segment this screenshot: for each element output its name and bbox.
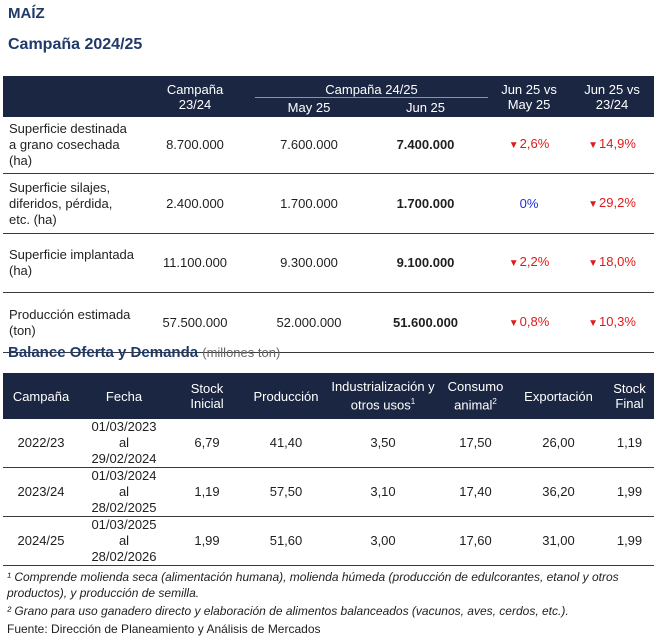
balance-title: Balance Oferta y Demanda (millones ton) bbox=[8, 344, 281, 361]
value-jun: 1.700.000 bbox=[363, 174, 488, 234]
table-row bbox=[3, 174, 654, 234]
header-jun-25: Jun 25 bbox=[363, 98, 488, 118]
arrow-down-icon: ▼ bbox=[508, 317, 519, 329]
footnote-1: ¹ Comprende molienda seca (alimentación humana), molienda húmeda (producción de edulcorantes, etanol y otros productos), y producción de semilla. bbox=[7, 570, 619, 600]
variation-may: ▼2,6% bbox=[488, 117, 570, 174]
produccion-cell: 57,50 bbox=[245, 468, 327, 517]
row-label: Superficie silajes, diferidos, pérdida, etc. (ha) bbox=[3, 174, 135, 234]
consumo-cell: 17,40 bbox=[439, 468, 512, 517]
balance-unit: (millones ton) bbox=[202, 345, 281, 360]
header-var-may: Jun 25 vs May 25 bbox=[488, 76, 570, 117]
value-prev: 2.400.000 bbox=[135, 174, 255, 234]
table-row bbox=[3, 468, 654, 517]
row-label: Producción estimada (ton) bbox=[3, 293, 135, 353]
exportacion-cell: 31,00 bbox=[512, 517, 605, 566]
value-may: 9.300.000 bbox=[255, 234, 363, 293]
balance-table bbox=[3, 373, 654, 566]
value-prev: 11.100.000 bbox=[135, 234, 255, 293]
exportacion-cell: 26,00 bbox=[512, 419, 605, 468]
table-row bbox=[3, 419, 654, 468]
source-note: Fuente: Dirección de Planeamiento y Análisis de Mercados bbox=[7, 622, 321, 636]
arrow-down-icon: ▼ bbox=[508, 258, 519, 269]
footnote-2: ² Grano para uso ganadero directo y elaboración de alimentos balanceados (vacunos, aves, cerdos, etc.). bbox=[7, 604, 569, 618]
page-title: MAÍZ bbox=[8, 5, 45, 22]
table-row bbox=[3, 517, 654, 566]
consumo-cell: 17,50 bbox=[439, 419, 512, 468]
variation-prev: ▼14,9% bbox=[570, 117, 654, 174]
value-may: 1.700.000 bbox=[255, 174, 363, 234]
variation-prev: ▼29,2% bbox=[570, 174, 654, 234]
header-campana: Campaña bbox=[3, 373, 79, 419]
campana-cell: 2024/25 bbox=[3, 517, 79, 566]
arrow-down-icon: ▼ bbox=[588, 140, 599, 151]
variation-may: ▼2,2% bbox=[488, 234, 570, 293]
produccion-cell: 51,60 bbox=[245, 517, 327, 566]
header-fecha: Fecha bbox=[79, 373, 169, 419]
row-label: Superficie destinada a grano cosechada (ha) bbox=[3, 117, 135, 174]
variation-prev: ▼18,0% bbox=[570, 234, 654, 293]
row-label: Superficie implantada (ha) bbox=[3, 234, 135, 293]
campana-cell: 2022/23 bbox=[3, 419, 79, 468]
industrializacion-cell: 3,50 bbox=[327, 419, 439, 468]
header-exportacion: Exportación bbox=[512, 373, 605, 419]
estimates-table bbox=[3, 76, 654, 353]
value-prev: 8.700.000 bbox=[135, 117, 255, 174]
consumo-cell: 17,60 bbox=[439, 517, 512, 566]
stock-final-cell: 1,99 bbox=[605, 517, 654, 566]
arrow-down-icon: ▼ bbox=[588, 198, 599, 210]
industrializacion-cell: 3,10 bbox=[327, 468, 439, 517]
fecha-cell: 01/03/2025 al 28/02/2026 bbox=[79, 517, 169, 566]
arrow-down-icon: ▼ bbox=[588, 258, 599, 269]
produccion-cell: 41,40 bbox=[245, 419, 327, 468]
fecha-cell: 01/03/2024 al 28/02/2025 bbox=[79, 468, 169, 517]
header-campana-2425: Campaña 24/25 bbox=[255, 76, 488, 98]
arrow-down-icon: ▼ bbox=[508, 140, 519, 151]
stock-inicial-cell: 6,79 bbox=[169, 419, 245, 468]
value-jun: 9.100.000 bbox=[363, 234, 488, 293]
value-may: 7.600.000 bbox=[255, 117, 363, 174]
industrializacion-cell: 3,00 bbox=[327, 517, 439, 566]
value-may: 52.000.000 bbox=[255, 293, 363, 353]
header-stock-inicial: Stock Inicial bbox=[169, 373, 245, 419]
header-produccion: Producción bbox=[245, 373, 327, 419]
variation-may: 0% bbox=[488, 174, 570, 234]
header-may-25: May 25 bbox=[255, 98, 363, 118]
stock-inicial-cell: 1,19 bbox=[169, 468, 245, 517]
header-consumo: Consumo animal$^2$ bbox=[439, 373, 512, 419]
value-prev: 57.500.000 bbox=[135, 293, 255, 353]
campana-cell: 2023/24 bbox=[3, 468, 79, 517]
stock-final-cell: 1,19 bbox=[605, 419, 654, 468]
arrow-down-icon: ▼ bbox=[588, 317, 599, 329]
variation-may: ▼0,8% bbox=[488, 293, 570, 353]
header-campana-2324: Campaña 23/24 bbox=[135, 76, 255, 117]
table-row bbox=[3, 234, 654, 293]
stock-inicial-cell: 1,99 bbox=[169, 517, 245, 566]
variation-prev: ▼10,3% bbox=[570, 293, 654, 353]
stock-final-cell: 1,99 bbox=[605, 468, 654, 517]
campaign-subtitle: Campaña 2024/25 bbox=[8, 36, 143, 53]
header-stock-final: Stock Final bbox=[605, 373, 654, 419]
value-jun: 51.600.000 bbox=[363, 293, 488, 353]
table-row bbox=[3, 117, 654, 174]
header-var-prev: Jun 25 vs 23/24 bbox=[570, 76, 654, 117]
value-jun: 7.400.000 bbox=[363, 117, 488, 174]
exportacion-cell: 36,20 bbox=[512, 468, 605, 517]
header-industrializacion: Industrialización y otros usos$^1$ bbox=[327, 373, 439, 419]
fecha-cell: 01/03/2023 al 29/02/2024 bbox=[79, 419, 169, 468]
header-empty bbox=[3, 76, 135, 117]
